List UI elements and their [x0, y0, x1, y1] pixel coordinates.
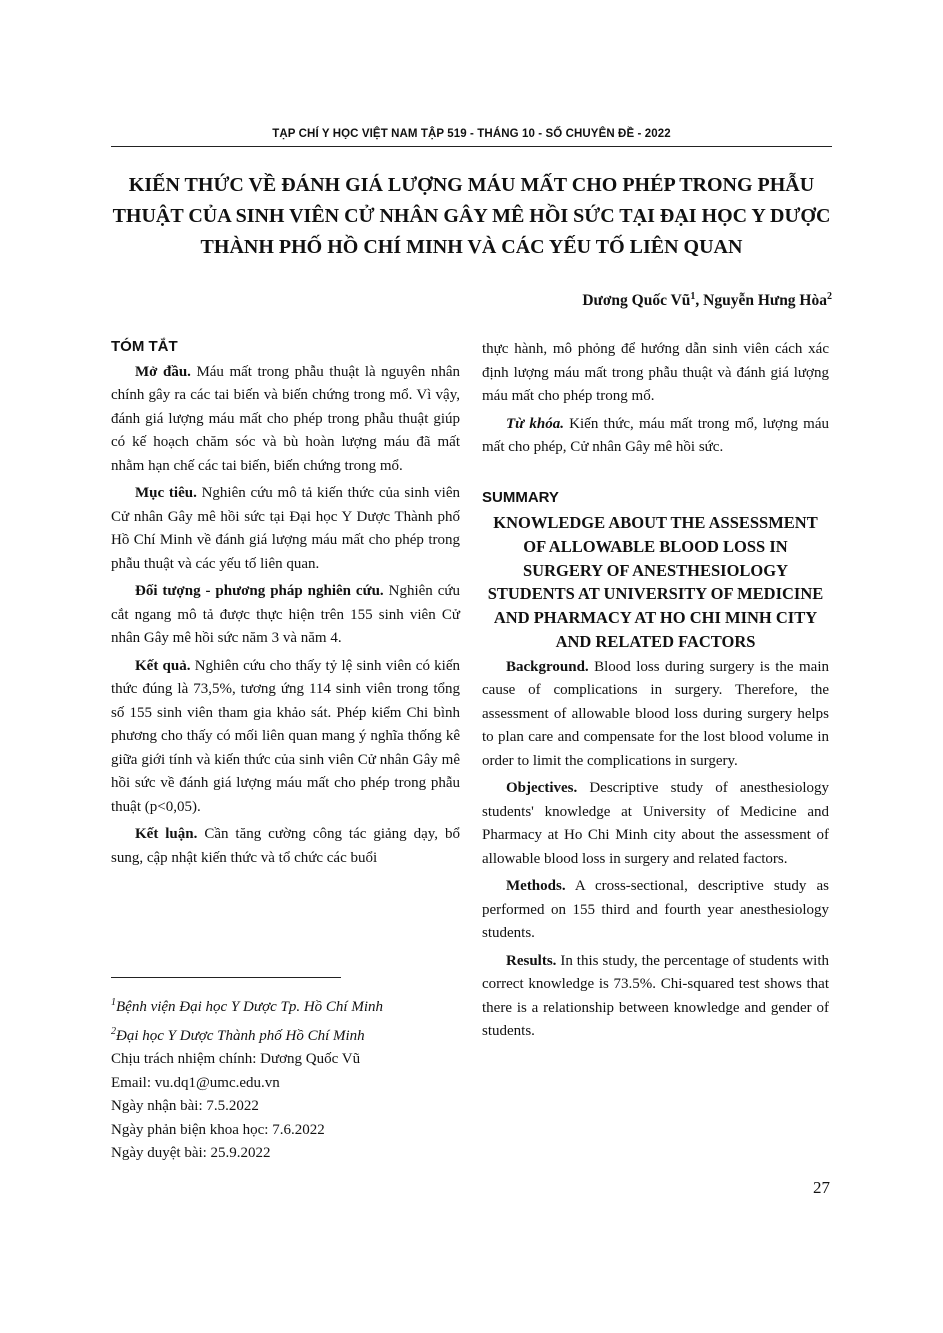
date-reviewed: Ngày phản biện khoa học: 7.6.2022 [111, 1121, 325, 1138]
footnote-1-marker: 1 [111, 997, 116, 1008]
keywords-text: Kiến thức, máu mất trong mổ, lượng máu mất cho phép, Cử nhân Gây mê hồi sức. [482, 415, 829, 455]
abstract-results [111, 655, 460, 820]
conclusion-text: Cần tăng cường công tác giảng dạy, bổ sung, cập nhật kiến thức và tổ chức các buổi [111, 826, 460, 866]
footnote-affil-1 [111, 991, 471, 1020]
results-label: Kết quả. [135, 657, 191, 674]
summary-heading: SUMMARY [482, 488, 559, 506]
abstract-heading: TÓM TẮT [111, 338, 178, 355]
author-1: Dương Quốc Vũ [582, 292, 691, 310]
footnote-2-marker: 2 [111, 1025, 116, 1037]
summary-methods [482, 875, 829, 946]
results-text: Nghiên cứu cho thấy tỷ lệ sinh viên có kiến thức đúng là 73,5%, tương ứng 114 sinh viên trong tổng số 155 sinh viên tham gia khảo sát. Phép kiểm Chi bình phương cho thấy có mối liên quan mang ý nghĩa thống kê giữa giới tính và kiến thức của sinh viên Cử nhân Gây mê hồi sức về đánh giá lượng máu mất cho phép trong phẫu thuật (p<0,05). [111, 657, 460, 815]
summary-results [482, 950, 829, 1044]
summary-background [482, 656, 829, 774]
abstract-objective [111, 482, 460, 576]
conclusion-label: Kết luận. [135, 826, 198, 842]
author-2-affil: 2 [827, 291, 832, 302]
summary-methods-text: A cross-sectional, descriptive study as performed on 155 third and fourth year anesthesiology students. [482, 878, 829, 942]
author-separator: , [695, 292, 704, 310]
author-2: Nguyễn Hưng Hòa [703, 292, 827, 310]
date-received: Ngày nhận bài: 7.5.2022 [111, 1098, 259, 1114]
background-label: Background. [506, 658, 589, 675]
summary-title: KNOWLEDGE ABOUT THE ASSESSMENT OF ALLOWABLE BLOOD LOSS IN SURGERY OF ANESTHESIOLOGY STUDENTS AT UNIVERSITY OF MEDICINE AND PHARMACY AT HO CHI MINH CITY AND RELATED FACTORS [487, 513, 824, 651]
journal-header: TẠP CHÍ Y HỌC VIỆT NAM TẬP 519 - THÁNG 10 - SỐ CHUYÊN ĐỀ - 2022 [272, 128, 671, 140]
page-number: 27 [813, 1178, 830, 1197]
right-column [482, 338, 829, 1048]
abstract-intro [111, 361, 460, 479]
keywords [482, 413, 829, 460]
corresponding-author: Chịu trách nhiệm chính: Dương Quốc Vũ [111, 1051, 361, 1067]
article-title: KIẾN THỨC VỀ ĐÁNH GIÁ LƯỢNG MÁU MẤT CHO PHÉP TRONG PHẪU THUẬT CỦA SINH VIÊN CỬ NHÂN GÂY MÊ HỒI SỨC TẠI ĐẠI HỌC Y DƯỢC THÀNH PHỐ HỒ CHÍ MINH VÀ CÁC YẾU TỐ LIÊN QUAN [112, 174, 831, 258]
summary-results-text: In this study, the percentage of students with correct knowledge is 73.5%. Chi-squared test shows that there is a relationship between knowledge and gender of students. [482, 952, 829, 1040]
header-rule [111, 146, 832, 147]
footnote-rule [111, 977, 341, 978]
background-text: Blood loss during surgery is the main cause of complications in surgery. Therefore, the assessment of allowable blood loss during surgery helps to plan care and compensate for the lost blood volume in order to limit the complications in surgery. [482, 658, 829, 769]
methods-text: Nghiên cứu cắt ngang mô tả được thực hiện trên 155 sinh viên Cử nhân Gây mê hồi sức năm 3 và năm 4. [111, 583, 460, 646]
objectives-label: Objectives. [506, 780, 578, 797]
abstract-methods [111, 580, 460, 651]
email: Email: vu.dq1@umc.edu.vn [111, 1074, 280, 1091]
methods-label: Đối tượng - phương pháp nghiên cứu. [135, 583, 384, 599]
footnotes [111, 991, 471, 1166]
summary-methods-label: Methods. [506, 878, 566, 895]
abstract-conclusion [111, 823, 460, 870]
intro-text: Máu mất trong phẫu thuật là nguyên nhân chính gây ra các tai biến và biến chứng trong mổ. Vì vậy, đánh giá lượng máu mất cho phép trong phẫu thuật giúp có kế hoạch chăm sóc và bù hoàn lượng máu đã mất nhằm hạn chế các tai biến, biến chứng trong mổ. [111, 363, 460, 474]
date-accepted: Ngày duyệt bài: 25.9.2022 [111, 1145, 271, 1161]
keywords-label: Từ khóa. [506, 415, 564, 432]
objective-label: Mục tiêu. [135, 485, 197, 501]
authors [582, 291, 832, 310]
objective-text: Nghiên cứu mô tả kiến thức của sinh viên Cử nhân Gây mê hồi sức tại Đại học Y Dược Thành phố Hồ Chí Minh về đánh giá lượng máu mất cho phép trong phẫu thuật và các yếu tố liên quan. [111, 485, 460, 572]
objectives-text: Descriptive study of anesthesiology students' knowledge at University of Medicine and Pharmacy at Ho Chi Minh city about the assessment of allowable blood loss in surgery and related factors. [482, 780, 829, 867]
conclusion-continued: thực hành, mô phỏng để hướng dẫn sinh viên cách xác định lượng máu mất trong phẫu thuật và đánh giá lượng máu mất cho phép trong mổ. [482, 341, 829, 404]
summary-objectives [482, 777, 829, 871]
footnote-2-text: Đại học Y Dược Thành phố Hồ Chí Minh [116, 1027, 365, 1044]
footnote-affil-2 [111, 1020, 471, 1049]
footnote-1-text: Bệnh viện Đại học Y Dược Tp. Hồ Chí Minh [116, 999, 383, 1015]
intro-label: Mở đầu. [135, 363, 191, 380]
author-1-affil: 1 [690, 291, 696, 302]
summary-results-label: Results. [506, 952, 557, 969]
abstract-vi [111, 335, 460, 874]
